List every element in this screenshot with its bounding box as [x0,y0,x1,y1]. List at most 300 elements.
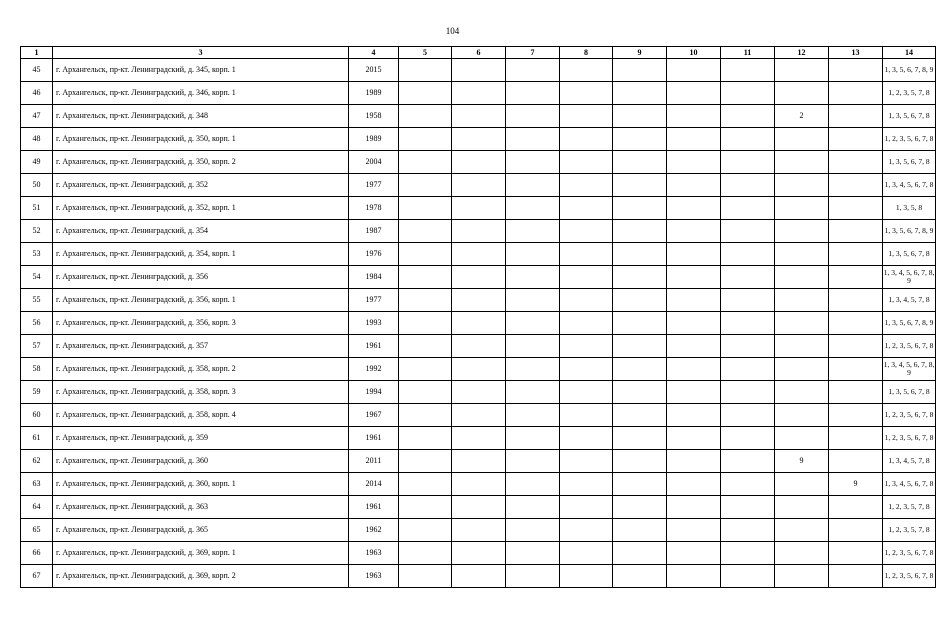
cell-n: 62 [21,450,53,473]
cell-address: г. Архангельск, пр-кт. Ленинградский, д. 369, корп. 1 [53,542,349,565]
cell-empty [721,243,775,266]
cell-c12 [775,82,829,105]
cell-empty [721,220,775,243]
cell-empty [399,82,452,105]
cell-empty [399,427,452,450]
table-row [21,335,936,358]
cell-empty [560,519,613,542]
cell-c13 [829,335,883,358]
cell-empty [721,565,775,588]
column-header: 7 [506,47,560,59]
cell-empty [399,151,452,174]
cell-empty [452,312,506,335]
cell-empty [560,312,613,335]
register-table [20,46,936,588]
cell-empty [721,151,775,174]
cell-empty [452,82,506,105]
cell-year: 1978 [349,197,399,220]
column-header: 3 [53,47,349,59]
cell-empty [560,151,613,174]
cell-address: г. Архангельск, пр-кт. Ленинградский, д. 348 [53,105,349,128]
cell-year: 1961 [349,427,399,450]
cell-empty [613,128,667,151]
cell-empty [667,335,721,358]
cell-c12 [775,174,829,197]
cell-empty [721,519,775,542]
cell-n: 59 [21,381,53,404]
cell-c14: 1, 3, 5, 8 [883,197,936,220]
cell-year: 1976 [349,243,399,266]
cell-address: г. Архангельск, пр-кт. Ленинградский, д. 354 [53,220,349,243]
cell-empty [399,542,452,565]
cell-n: 66 [21,542,53,565]
cell-empty [560,496,613,519]
cell-empty [506,519,560,542]
cell-empty [667,59,721,82]
cell-c13 [829,358,883,381]
cell-c12 [775,565,829,588]
cell-year: 1992 [349,358,399,381]
cell-n: 51 [21,197,53,220]
cell-empty [721,174,775,197]
cell-empty [452,289,506,312]
table-row [21,82,936,105]
cell-empty [721,450,775,473]
cell-empty [506,289,560,312]
cell-n: 61 [21,427,53,450]
cell-year: 1989 [349,82,399,105]
cell-empty [667,358,721,381]
page-number: 104 [445,26,460,36]
cell-empty [560,358,613,381]
cell-empty [613,312,667,335]
cell-empty [560,473,613,496]
cell-empty [613,289,667,312]
cell-c13 [829,312,883,335]
cell-empty [613,335,667,358]
cell-c12 [775,358,829,381]
column-header: 10 [667,47,721,59]
cell-n: 48 [21,128,53,151]
cell-address: г. Архангельск, пр-кт. Ленинградский, д. 352, корп. 1 [53,197,349,220]
cell-c13 [829,243,883,266]
table-row [21,174,936,197]
cell-empty [613,404,667,427]
cell-empty [560,450,613,473]
cell-c14: 1, 2, 3, 5, 6, 7, 8 [883,565,936,588]
cell-empty [399,565,452,588]
cell-n: 54 [21,266,53,289]
cell-empty [667,266,721,289]
cell-c14: 1, 2, 3, 5, 6, 7, 8 [883,427,936,450]
cell-address: г. Архангельск, пр-кт. Ленинградский, д. 350, корп. 2 [53,151,349,174]
cell-empty [667,427,721,450]
cell-year: 1958 [349,105,399,128]
cell-c12: 2 [775,105,829,128]
cell-empty [506,565,560,588]
cell-n: 60 [21,404,53,427]
cell-empty [506,358,560,381]
cell-empty [667,450,721,473]
cell-empty [506,197,560,220]
cell-empty [506,473,560,496]
cell-empty [399,381,452,404]
cell-empty [613,542,667,565]
cell-c13 [829,128,883,151]
cell-c14: 1, 2, 3, 5, 6, 7, 8 [883,404,936,427]
cell-empty [452,266,506,289]
cell-address: г. Архангельск, пр-кт. Ленинградский, д. 356, корп. 3 [53,312,349,335]
cell-empty [399,335,452,358]
column-header: 5 [399,47,452,59]
table-row [21,197,936,220]
cell-year: 1962 [349,519,399,542]
cell-empty [452,220,506,243]
cell-year: 1994 [349,381,399,404]
cell-year: 1987 [349,220,399,243]
cell-empty [721,197,775,220]
cell-empty [613,174,667,197]
cell-empty [506,105,560,128]
cell-empty [452,427,506,450]
header-row [21,47,936,59]
cell-empty [613,381,667,404]
cell-address: г. Архангельск, пр-кт. Ленинградский, д. 360 [53,450,349,473]
cell-address: г. Архангельск, пр-кт. Ленинградский, д. 354, корп. 1 [53,243,349,266]
cell-empty [721,496,775,519]
cell-year: 1977 [349,289,399,312]
cell-empty [560,427,613,450]
cell-address: г. Архангельск, пр-кт. Ленинградский, д. 356 [53,266,349,289]
cell-empty [506,427,560,450]
cell-c12 [775,266,829,289]
cell-c14: 1, 2, 3, 5, 6, 7, 8 [883,335,936,358]
cell-c14: 1, 3, 5, 6, 7, 8 [883,243,936,266]
cell-empty [399,450,452,473]
cell-empty [560,381,613,404]
table-row [21,59,936,82]
cell-address: г. Архангельск, пр-кт. Ленинградский, д. 369, корп. 2 [53,565,349,588]
cell-empty [560,404,613,427]
cell-empty [506,174,560,197]
cell-empty [613,519,667,542]
cell-empty [452,197,506,220]
cell-empty [399,220,452,243]
cell-c13 [829,220,883,243]
cell-c12 [775,243,829,266]
cell-c13 [829,496,883,519]
cell-n: 58 [21,358,53,381]
cell-empty [452,128,506,151]
cell-year: 1961 [349,496,399,519]
cell-year: 2011 [349,450,399,473]
cell-c14: 1, 2, 3, 5, 7, 8 [883,519,936,542]
cell-c13 [829,82,883,105]
table-row [21,151,936,174]
cell-empty [452,59,506,82]
cell-empty [399,473,452,496]
cell-empty [452,473,506,496]
cell-empty [560,105,613,128]
cell-empty [721,59,775,82]
cell-empty [452,243,506,266]
cell-empty [721,381,775,404]
cell-c12 [775,542,829,565]
cell-empty [667,312,721,335]
cell-empty [506,128,560,151]
cell-c12: 9 [775,450,829,473]
cell-address: г. Архангельск, пр-кт. Ленинградский, д. 358, корп. 2 [53,358,349,381]
cell-empty [452,565,506,588]
cell-c13 [829,197,883,220]
cell-empty [613,151,667,174]
cell-empty [560,59,613,82]
cell-empty [721,404,775,427]
cell-c13 [829,266,883,289]
cell-c14: 1, 2, 3, 5, 7, 8 [883,496,936,519]
table-row [21,128,936,151]
cell-empty [560,243,613,266]
cell-empty [399,358,452,381]
cell-empty [452,519,506,542]
cell-c14: 1, 3, 4, 5, 6, 7, 8 [883,473,936,496]
cell-n: 65 [21,519,53,542]
table-row [21,220,936,243]
column-header: 1 [21,47,53,59]
cell-n: 57 [21,335,53,358]
cell-c14: 1, 2, 3, 5, 6, 7, 8 [883,128,936,151]
cell-empty [721,473,775,496]
cell-empty [399,289,452,312]
cell-empty [560,289,613,312]
cell-empty [721,128,775,151]
cell-n: 50 [21,174,53,197]
cell-c12 [775,335,829,358]
cell-c14: 1, 3, 5, 6, 7, 8, 9 [883,312,936,335]
table-body [21,59,936,588]
table-row [21,427,936,450]
cell-empty [667,82,721,105]
cell-c14: 1, 3, 5, 6, 7, 8 [883,105,936,128]
cell-empty [506,151,560,174]
cell-c13 [829,151,883,174]
cell-empty [560,565,613,588]
cell-c12 [775,473,829,496]
cell-empty [721,427,775,450]
column-header: 4 [349,47,399,59]
cell-address: г. Архангельск, пр-кт. Ленинградский, д. 358, корп. 3 [53,381,349,404]
cell-n: 55 [21,289,53,312]
cell-c13 [829,565,883,588]
cell-c14: 1, 3, 4, 5, 7, 8 [883,450,936,473]
table-row [21,450,936,473]
cell-empty [721,312,775,335]
cell-year: 1963 [349,542,399,565]
cell-address: г. Архангельск, пр-кт. Ленинградский, д. 359 [53,427,349,450]
cell-c13 [829,381,883,404]
cell-empty [399,404,452,427]
cell-empty [452,450,506,473]
cell-n: 46 [21,82,53,105]
cell-year: 2004 [349,151,399,174]
cell-empty [506,542,560,565]
cell-empty [506,450,560,473]
cell-address: г. Архангельск, пр-кт. Ленинградский, д. 357 [53,335,349,358]
cell-c12 [775,197,829,220]
table-row [21,289,936,312]
cell-empty [667,404,721,427]
cell-year: 2014 [349,473,399,496]
cell-c12 [775,312,829,335]
cell-n: 67 [21,565,53,588]
cell-address: г. Архангельск, пр-кт. Ленинградский, д. 360, корп. 1 [53,473,349,496]
table-row [21,266,936,289]
cell-address: г. Архангельск, пр-кт. Ленинградский, д. 363 [53,496,349,519]
cell-empty [667,151,721,174]
cell-empty [452,151,506,174]
cell-empty [721,335,775,358]
cell-c13 [829,427,883,450]
cell-empty [452,174,506,197]
cell-empty [399,312,452,335]
table-row [21,565,936,588]
column-header: 9 [613,47,667,59]
cell-n: 53 [21,243,53,266]
table-row [21,473,936,496]
cell-n: 64 [21,496,53,519]
cell-empty [613,59,667,82]
cell-empty [667,381,721,404]
cell-empty [560,220,613,243]
cell-empty [560,542,613,565]
cell-empty [560,266,613,289]
cell-c14: 1, 3, 4, 5, 6, 7, 8, 9 [883,358,936,381]
cell-empty [399,197,452,220]
cell-c12 [775,128,829,151]
cell-c14: 1, 3, 5, 6, 7, 8 [883,381,936,404]
cell-c13 [829,174,883,197]
cell-empty [399,128,452,151]
cell-address: г. Архангельск, пр-кт. Ленинградский, д. 352 [53,174,349,197]
cell-empty [613,197,667,220]
cell-c14: 1, 3, 5, 6, 7, 8, 9 [883,220,936,243]
cell-empty [506,381,560,404]
cell-year: 2015 [349,59,399,82]
cell-n: 49 [21,151,53,174]
cell-empty [399,266,452,289]
column-header: 11 [721,47,775,59]
cell-empty [399,105,452,128]
cell-empty [613,450,667,473]
cell-empty [613,105,667,128]
cell-empty [613,266,667,289]
column-header: 6 [452,47,506,59]
cell-empty [399,243,452,266]
cell-c12 [775,519,829,542]
cell-empty [721,542,775,565]
cell-c12 [775,151,829,174]
cell-empty [399,519,452,542]
cell-year: 1993 [349,312,399,335]
cell-empty [613,358,667,381]
cell-n: 63 [21,473,53,496]
cell-empty [667,542,721,565]
cell-c12 [775,381,829,404]
cell-empty [667,565,721,588]
cell-address: г. Архангельск, пр-кт. Ленинградский, д. 345, корп. 1 [53,59,349,82]
cell-empty [452,335,506,358]
cell-c14: 1, 3, 5, 6, 7, 8, 9 [883,59,936,82]
cell-empty [667,496,721,519]
cell-empty [506,266,560,289]
cell-n: 45 [21,59,53,82]
table-row [21,519,936,542]
cell-c13 [829,404,883,427]
cell-c14: 1, 3, 4, 5, 6, 7, 8 [883,174,936,197]
table-row [21,105,936,128]
cell-empty [452,105,506,128]
cell-c12 [775,59,829,82]
cell-empty [506,404,560,427]
column-header: 13 [829,47,883,59]
cell-empty [506,82,560,105]
cell-empty [399,496,452,519]
table-row [21,358,936,381]
column-header: 8 [560,47,613,59]
cell-empty [560,128,613,151]
cell-empty [506,312,560,335]
cell-empty [667,519,721,542]
cell-c13 [829,105,883,128]
cell-c14: 1, 2, 3, 5, 6, 7, 8 [883,542,936,565]
cell-empty [613,473,667,496]
table-row [21,312,936,335]
cell-n: 56 [21,312,53,335]
cell-empty [613,220,667,243]
cell-empty [399,174,452,197]
cell-empty [667,128,721,151]
cell-empty [506,220,560,243]
cell-empty [399,59,452,82]
cell-year: 1963 [349,565,399,588]
cell-year: 1989 [349,128,399,151]
cell-empty [506,335,560,358]
cell-empty [452,404,506,427]
cell-year: 1967 [349,404,399,427]
cell-n: 52 [21,220,53,243]
cell-c13 [829,519,883,542]
cell-empty [506,243,560,266]
cell-c13 [829,59,883,82]
cell-empty [667,473,721,496]
table-row [21,381,936,404]
cell-empty [560,82,613,105]
cell-address: г. Архангельск, пр-кт. Ленинградский, д. 358, корп. 4 [53,404,349,427]
cell-empty [667,174,721,197]
cell-address: г. Архангельск, пр-кт. Ленинградский, д. 356, корп. 1 [53,289,349,312]
cell-c13 [829,450,883,473]
cell-c12 [775,289,829,312]
column-header: 12 [775,47,829,59]
cell-empty [506,59,560,82]
cell-year: 1977 [349,174,399,197]
cell-empty [667,220,721,243]
cell-c14: 1, 3, 4, 5, 6, 7, 8, 9 [883,266,936,289]
cell-empty [506,496,560,519]
cell-c14: 1, 3, 5, 6, 7, 8 [883,151,936,174]
table-row [21,404,936,427]
cell-empty [721,266,775,289]
